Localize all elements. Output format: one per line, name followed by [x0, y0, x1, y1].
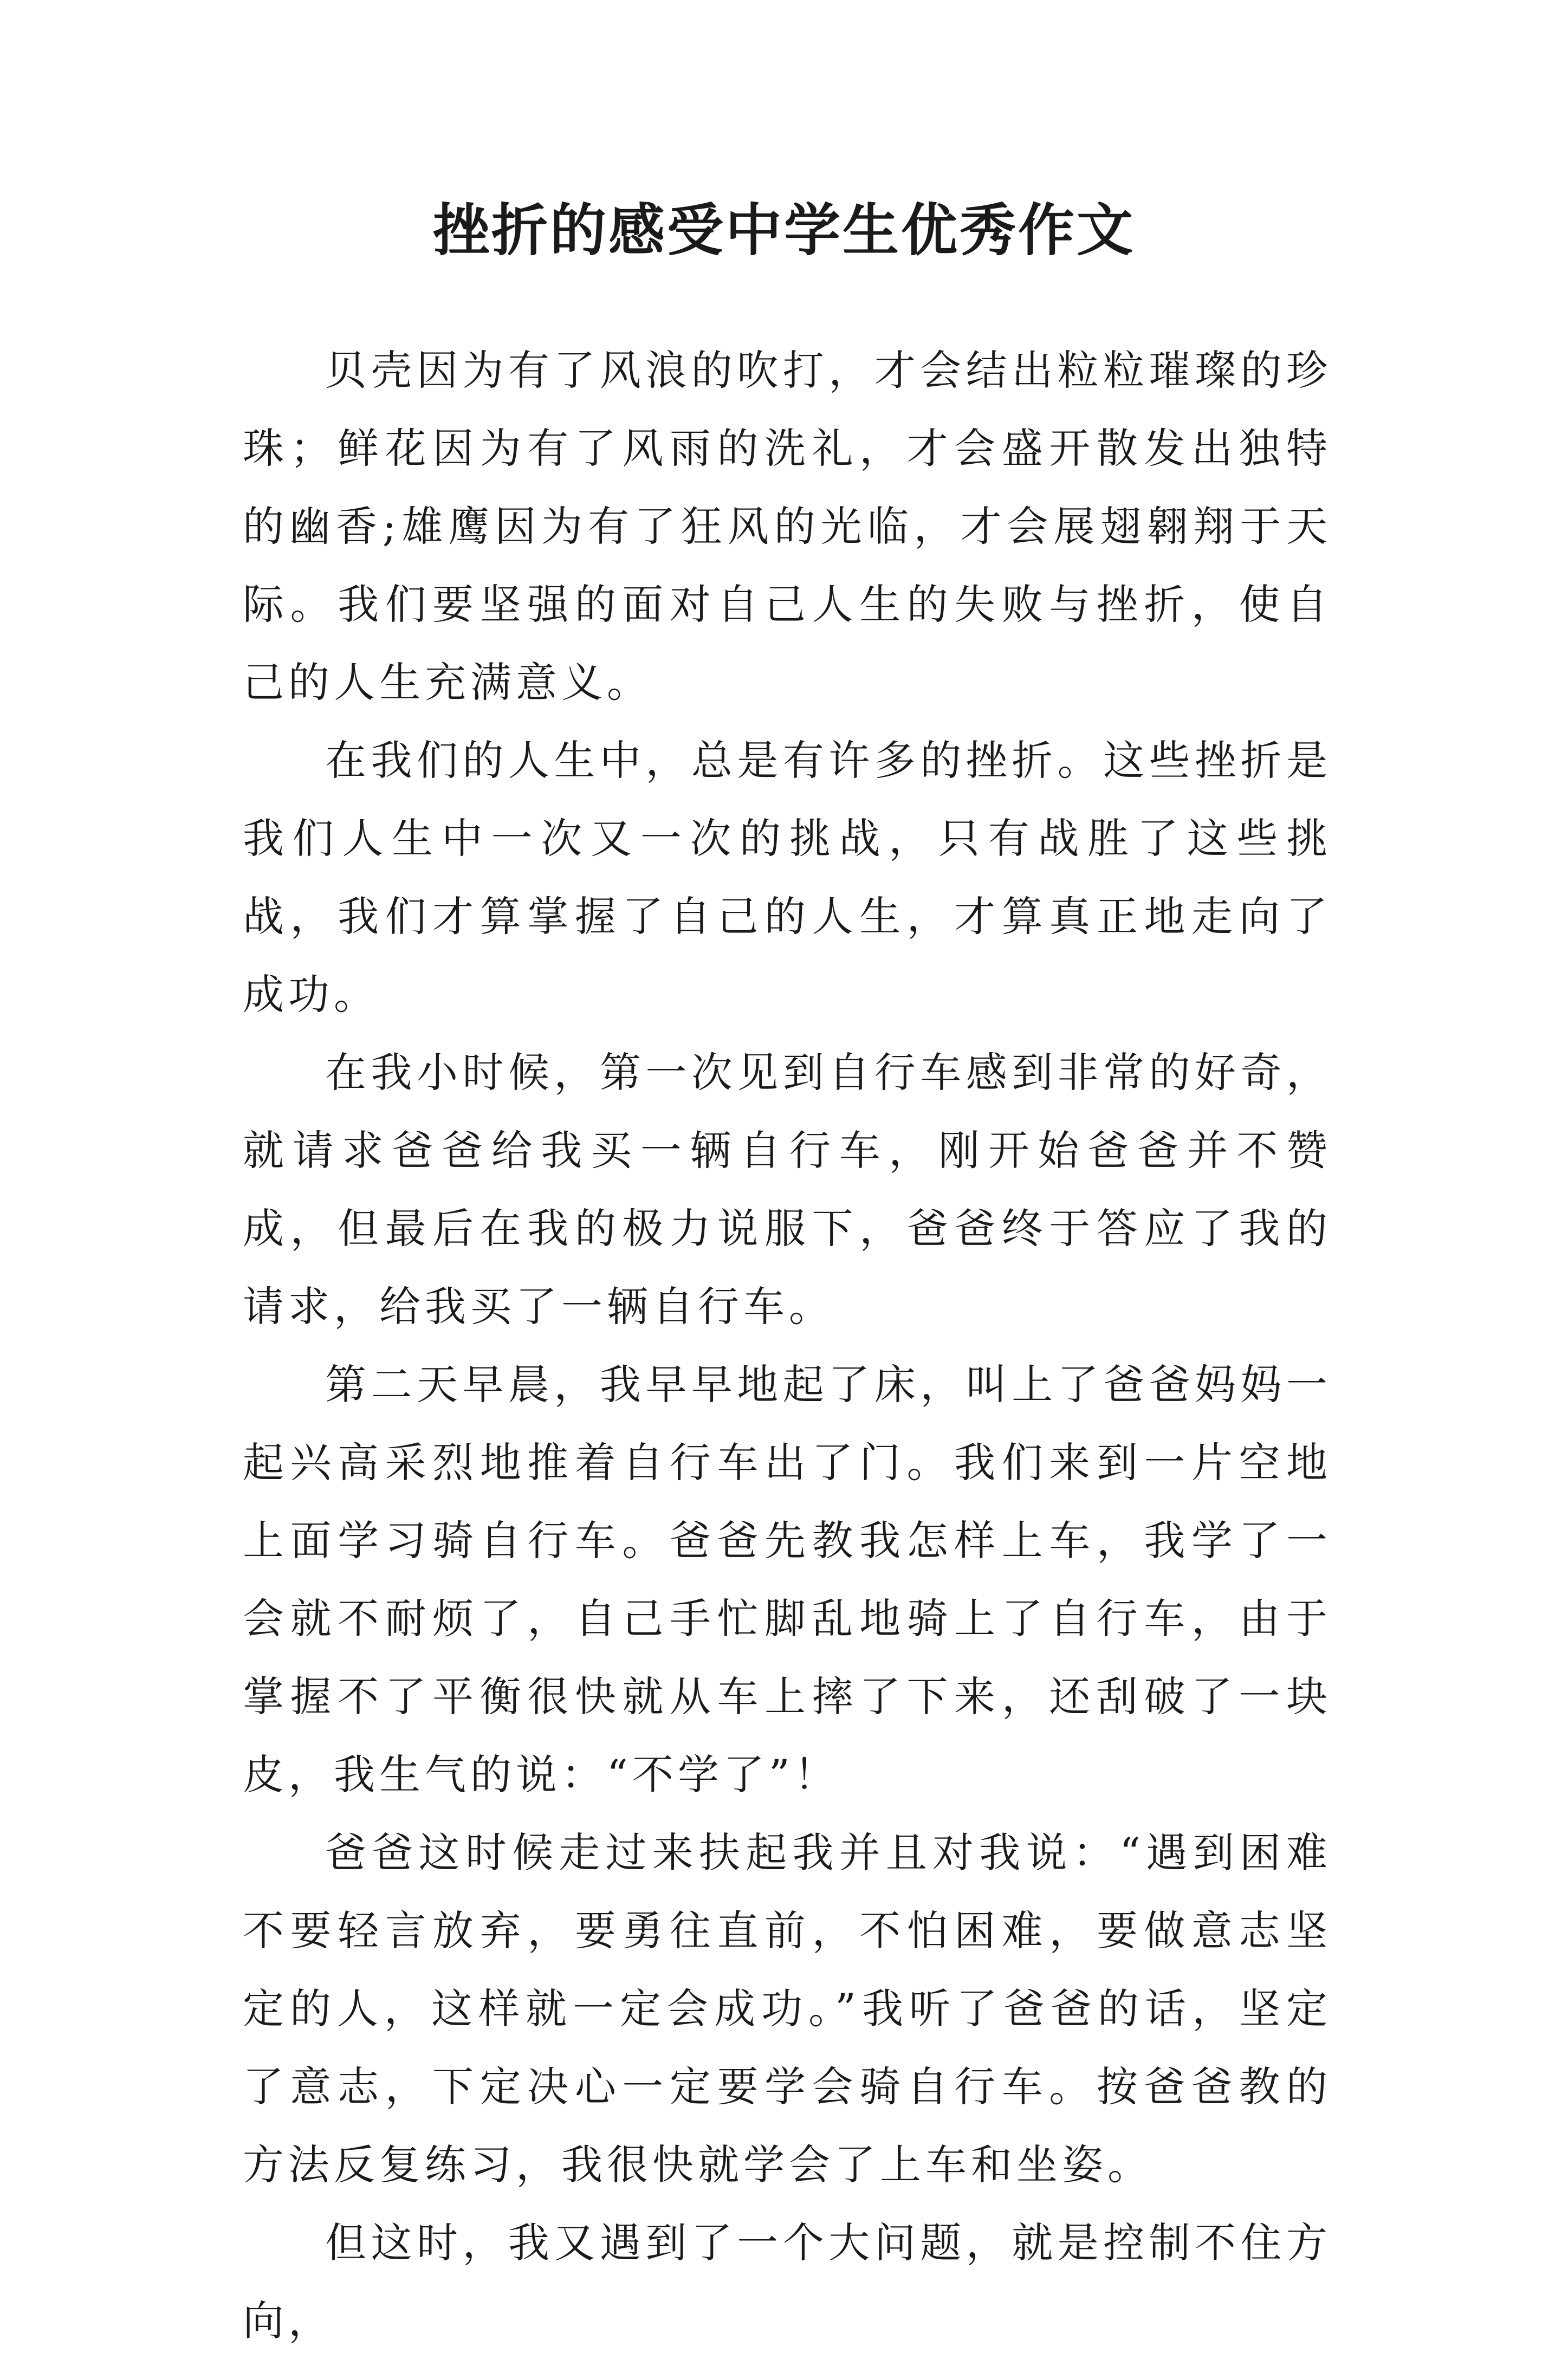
paragraph: 在我小时候，第一次见到自行车感到非常的好奇，就请求爸爸给我买一辆自行车，刚开始爸爸并不赞成，但最后在我的极力说服下，爸爸终于答应了我的请求，给我买了一辆自行车。 — [243, 1048, 1332, 1331]
document-title: 挫折的感受中学生优秀作文 — [432, 197, 1135, 263]
paragraph: 爸爸这时候走过来扶起我并且对我说：“遇到困难不要轻言放弃，要勇往直前，不怕困难，要做意志坚定的人，这样就一定会成功。”我听了爸爸的话，坚定了意志，下定决心一定要学会骑自行车。按爸爸教的方法反复练习，我很快就学会了上车和坐姿。 — [243, 1829, 1332, 2189]
paragraph: 在我们的人生中，总是有许多的挫折。这些挫折是我们人生中一次又一次的挑战，只有战胜了这些挑战，我们才算掌握了自己的人生，才算真正地走向了成功。 — [243, 736, 1332, 1019]
paragraph: 但这时，我又遇到了一个大问题，就是控制不住方向， — [243, 2219, 1332, 2345]
document-body — [243, 332, 1332, 2360]
paragraph: 第二天早晨，我早早地起了床，叫上了爸爸妈妈一起兴高采烈地推着自行车出了门。我们来到一片空地上面学习骑自行车。爸爸先教我怎样上车，我学了一会就不耐烦了，自己手忙脚乱地骑上了自行车，由于掌握不了平衡很快就从车上摔了下来，还刮破了一块皮，我生气的说：“不学了”！ — [243, 1360, 1332, 1799]
paragraph: 贝壳因为有了风浪的吹打，才会结出粒粒璀璨的珍珠；鲜花因为有了风雨的洗礼，才会盛开散发出独特的幽香;雄鹰因为有了狂风的光临，才会展翅翱翔于天际。我们要坚强的面对自己人生的失败与挫折，使自己的人生充满意义。 — [243, 346, 1332, 706]
